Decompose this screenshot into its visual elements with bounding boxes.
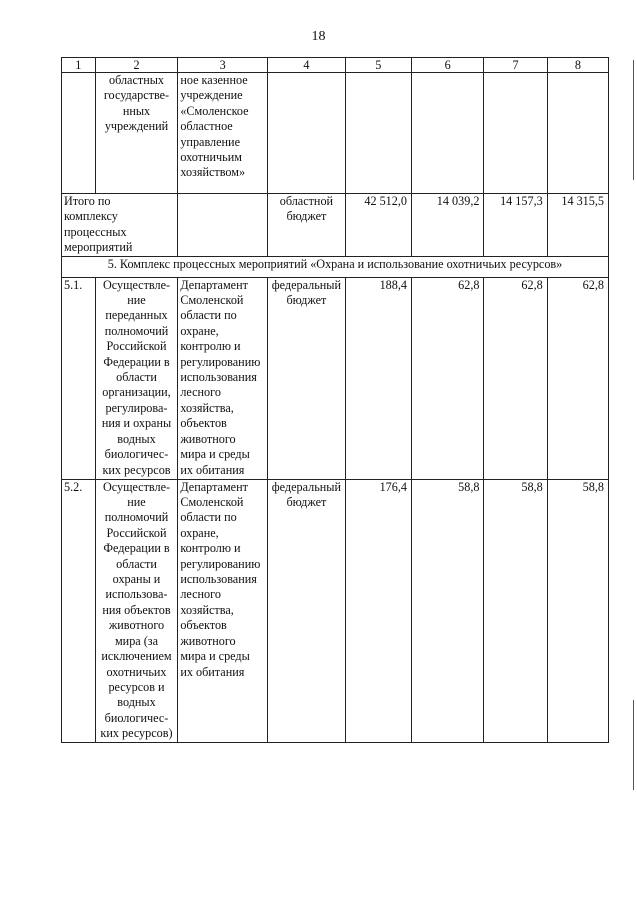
value-cell: 14 315,5 bbox=[547, 194, 608, 257]
column-number: 7 bbox=[484, 58, 547, 73]
section-heading-row bbox=[62, 256, 609, 277]
value-cell: 14 039,2 bbox=[412, 194, 484, 257]
column-number: 8 bbox=[547, 58, 608, 73]
value-cell: 58,8 bbox=[412, 479, 484, 742]
source-cell: федеральный бюджет bbox=[268, 479, 346, 742]
column-number: 5 bbox=[345, 58, 411, 73]
value-cell bbox=[547, 73, 608, 194]
column-number-row bbox=[62, 58, 609, 73]
column-number: 3 bbox=[178, 58, 268, 73]
total-label-cell: Итого по комплексу процессных мероприятий bbox=[62, 194, 178, 257]
column-number: 1 bbox=[62, 58, 96, 73]
table-row bbox=[62, 479, 609, 742]
executor-cell bbox=[178, 194, 268, 257]
value-cell: 62,8 bbox=[412, 277, 484, 479]
row-number-cell: 5.1. bbox=[62, 277, 96, 479]
row-number-cell: 5.2. bbox=[62, 479, 96, 742]
value-cell: 176,4 bbox=[345, 479, 411, 742]
measure-name-cell: Осуществле- ние переданных полномочий Российской Федерации в области организации, регулирова- ния и охраны водных биологичес- ких ресурсов bbox=[95, 277, 178, 479]
column-number: 4 bbox=[268, 58, 346, 73]
measure-name-cell: Осуществле- ние полномочий Российской Федерации в области охраны и использова- ния объектов животного мира (за исключением охотничьих ресурсов и водных биологичес- ких ресурсов) bbox=[95, 479, 178, 742]
value-cell bbox=[345, 73, 411, 194]
value-cell: 42 512,0 bbox=[345, 194, 411, 257]
row-number-cell bbox=[62, 73, 96, 194]
value-cell: 58,8 bbox=[484, 479, 547, 742]
page-number: 18 bbox=[311, 29, 326, 44]
section-title: 5. Комплекс процессных мероприятий «Охрана и использование охотничьих ресурсов» bbox=[62, 256, 609, 277]
executor-cell: Департамент Смоленской области по охране, контролю и регулированию использования лесного хозяйства, объектов животного мира и среды их обитания bbox=[178, 479, 268, 742]
scan-edge-mark bbox=[633, 700, 634, 790]
value-cell: 58,8 bbox=[547, 479, 608, 742]
value-cell: 62,8 bbox=[547, 277, 608, 479]
value-cell: 14 157,3 bbox=[484, 194, 547, 257]
value-cell bbox=[484, 73, 547, 194]
continuation-row bbox=[62, 73, 609, 194]
table-row bbox=[62, 277, 609, 479]
value-cell bbox=[412, 73, 484, 194]
total-row bbox=[62, 194, 609, 257]
budget-table bbox=[61, 57, 609, 743]
measure-name-cell: областных государстве- нных учреждений bbox=[95, 73, 178, 194]
scan-edge-mark bbox=[633, 60, 634, 180]
executor-cell: Департамент Смоленской области по охране, контролю и регулированию использования лесного хозяйства, объектов животного мира и среды их обитания bbox=[178, 277, 268, 479]
value-cell: 188,4 bbox=[345, 277, 411, 479]
executor-cell: ное казенное учреждение «Смоленское областное управление охотничьим хозяйством» bbox=[178, 73, 268, 194]
source-cell: областной бюджет bbox=[268, 194, 346, 257]
column-number: 2 bbox=[95, 58, 178, 73]
value-cell: 62,8 bbox=[484, 277, 547, 479]
column-number: 6 bbox=[412, 58, 484, 73]
source-cell: федеральный бюджет bbox=[268, 277, 346, 479]
source-cell bbox=[268, 73, 346, 194]
